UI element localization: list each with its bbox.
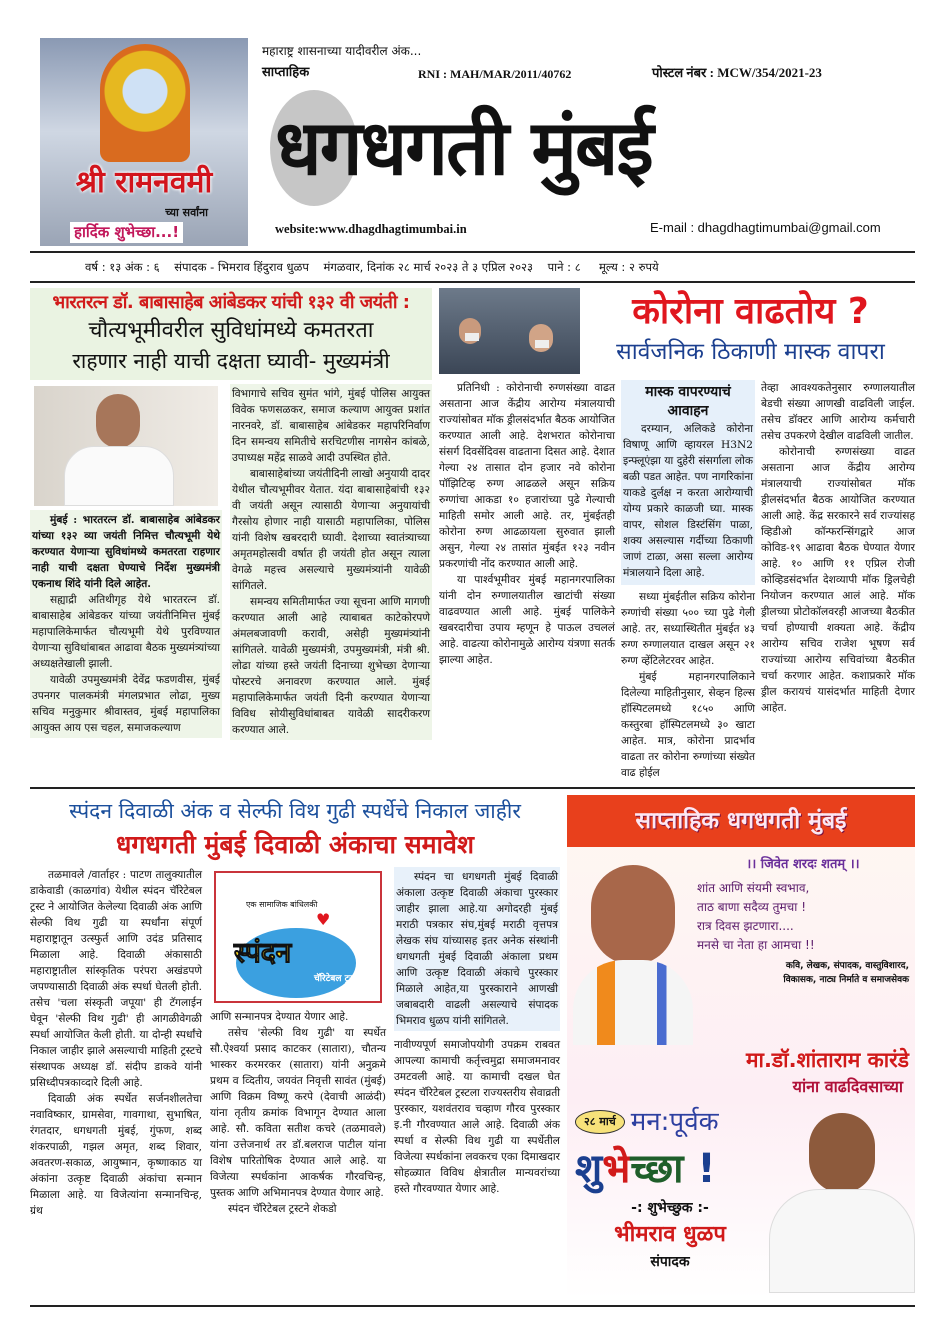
ad-banner: [567, 795, 915, 847]
ambedkar-kicker: भारतरत्न डॉ. बाबासाहेब आंबेडकर यांची १३२ वी जयंती :: [52, 292, 410, 313]
spandan-highlight-box: [394, 867, 560, 1031]
manapurvak-text: मन:पूर्वक: [630, 1107, 719, 1137]
deity-figure: [100, 44, 190, 162]
corona-column-1: [439, 380, 615, 668]
wisher-name: भीमराव धुळप: [614, 1222, 726, 1247]
spandan-headline: स्पंदन दिवाळी अंक व सेल्फी विथ गुढी स्पर्धेचे निकाल जाहीर: [69, 799, 521, 823]
page-header: [0, 0, 945, 284]
paragraph: मुंबई : भारतरत्न डॉ. बाबासाहेब आंबेडकर यांच्या १३२ व्या जयंती निमित्त चौत्यभूमी येथे करण्यात येणाऱ्या सुविधांमध्ये कमतरता राहणार नाही याची दक्षता घेण्याचे निर्देश मुख्यमंत्री एकनाथ शिंदे यांनी दिले आहेत.: [32, 514, 220, 590]
newspaper-logo: धगधगती मुंबई: [275, 103, 652, 192]
paragraph: सध्या मुंबईतील सक्रिय कोरोना रुग्णांची संख्या ५०० च्या पुढे गेली आहे. तर, सध्यास्थितीत मुंबईत ४३ रुग्ण रुग्णालयात दाखल असून २१ रुग्ण व्हेंटिलेटरवर आहेत.: [621, 591, 755, 667]
logo-arc-text: एक सामाजिक बांधिलकी: [246, 900, 318, 909]
ramnavami-greeting-image: [40, 38, 248, 246]
masked-crowd-photo: [439, 288, 580, 374]
postal-number: पोस्टल नंबर : MCW/354/2021-23: [652, 65, 822, 80]
poem-line: शांत आणि संयमी स्वभाव,: [697, 881, 810, 895]
honoree-name: मा.डॉ.शांताराम कारंडे: [745, 1048, 909, 1072]
spandan-subheadline: धगधगती मुंबई दिवाळी अंकाचा समावेश: [116, 830, 474, 859]
ad-poem: [697, 879, 909, 955]
corona-article: [439, 288, 915, 781]
paragraph: नावीण्यपूर्ण समाजोपयोगी उपक्रम राबवत आपल्या कामाची कर्तृत्त्वमुद्रा समाजमनावर उमटवली आहे. या कामाची दखल घेत स्पंदन चॅरिटेबल ट्रस्टला राज्यस्तरीय सेवाव्रती पुरस्कार, यशवंतराव चव्हाण गौरव पुरस्कार इ.नी गौरवण्यात आले आहे. दिवाळी अंक स्पर्धा व सेल्फी विथ गुढी या स्पर्धेतील विजेत्या स्पर्धकांना लवकरच एका दिमाखदार सोहळ्यात विविध क्षेत्रातील मान्यवरांच्या हस्ते गौरवण्यात येणार आहे.: [394, 1039, 560, 1195]
politician-photo: [573, 855, 693, 1045]
ambedkar-column-1: [30, 510, 222, 738]
shubhechha-part: च्छा: [630, 1146, 684, 1192]
logo-sub: चॅरिटेबल ट्रस्ट: [314, 974, 358, 984]
editor-photo: [769, 1103, 915, 1293]
wisher-label: -: शुभेच्छुक :-: [631, 1200, 709, 1216]
issue-info-line: वर्ष : १३ अंक : ६ संपादक - भिमराव हिंदुराव धुळप मंगळवार, दिनांक २८ मार्च २०२३ ते ३ एप्रिल २०२३ पाने : ८ मूल्य : २ रुपये: [85, 260, 659, 274]
paragraph: मुंबई महानगरपालिकाने दिलेल्या माहितीनुसार, सेव्हन हिल्स हॉस्पिटलमध्ये १८५० आणि कस्तुरबा हॉस्पिटलमध्ये ३० खाटा आहेत. मात्र, कोरोना प्रादर्भाव वाढता तर कोरोना रुग्णांच्या संख्येत वाढ होईल: [621, 671, 755, 779]
birthday-advertisement: [567, 795, 915, 1299]
logo-name: स्पंदन: [234, 936, 292, 969]
shubhechha-part: शु: [575, 1146, 603, 1192]
spandan-article: [30, 795, 560, 1219]
paragraph: स्पंदन चॅरिटेबल ट्रस्टने शेकडो: [228, 1203, 337, 1215]
ad-banner-title: साप्ताहिक धगधगती मुंबई: [635, 808, 847, 834]
ad-motto: ।। जिवेत शरदः शतम् ।।: [746, 857, 860, 872]
ramnavami-sub: च्या सर्वांना: [165, 206, 208, 219]
mask-appeal-title: मास्क वापरण्याचं आवाहन: [645, 384, 731, 419]
date-badge: २८ मार्च: [575, 1110, 625, 1134]
paragraph: प्रतिनिधी : कोरोनाची रुग्णसंख्या वाढत असताना आज केंद्रीय आरोग्य मंत्रालयाची राज्यांसोबत मॉक ड्रीलसंदर्भात बैठक आयोजित करण्यात आली आहे. देशभरात कोरोनाचा संसर्ग दिवसेंदिवस वाढताना दिसत आहे. देशात गेल्या २४ तासात दोन हजार नवे कोरोना पॉझिटिव्ह रुग्ण आढळले असून सक्रिय रुग्णांचा आकडा १० हजारांच्या पुढे गेल्याची माहिती समोर आली आहे. तर, मुंबईतही कोरोना रुग्ण आढळायला सुरुवात झाली असुन, गेल्या २४ तासांत मुंबईत १२३ नवीन प्रकरणांची नोंद करण्यात आली आहे.: [439, 382, 616, 570]
paragraph: तेव्हा आवश्यकतेनुसार रुग्णालयातील बेडची संख्या आणखी वाढविली जाईल. तसेच डॉक्टर आणि आरोग्य कर्मचारी तसेच उपकरणे देखील वाढविली जातील.: [761, 382, 915, 442]
paragraph: विभागाचे सचिव सुमंत भांगे, मुंबई पोलिस आयुक्त विवेक फणसळकर, समाज कल्याण आयुक्त प्रशांत नारनवरे, डॉ. बाबासाहेब आंबेडकर महापरिनिर्वाण दिन समन्वय समितीचे सरचिटणीस नागसेन कांबळे, उपाध्यक्ष महेंद्र साळवे आदी उपस्थित होते.: [232, 388, 430, 464]
weekly-label: साप्ताहिक: [262, 65, 310, 80]
mask-appeal-text: [623, 421, 753, 581]
paragraph: सह्याद्री अतिथीगृह येथे भारतरत्न डॉ. बाबासाहेब आंबेडकर यांच्या जयंतीनिमित्त मुंबई महापालिकेमार्फत चौत्यभूमी येथे पुरविण्यात येणाऱ्या सुविधांबाबत आढावा बैठक मुख्यमंत्र्यांच्या अध्यक्षतेखाली झाली.: [32, 594, 220, 670]
poem-line: रात्र दिवस झटणारा....: [697, 919, 794, 933]
shubhechha-part: भे: [602, 1146, 631, 1192]
corona-column-3: [761, 380, 915, 716]
ambedkar-article: [30, 288, 432, 740]
paragraph: दिवाळी अंक स्पर्धेत सर्जनशीलतेचा नवाविष्कार, ग्रामसेवा, गावगाथा, सुभाषित, रंगतदार, धगधगती मुंबई, गुंफण, शब्द शंकरपाळी, गझल अमृत, शब्द शिवार, अवतरण-सकाळ, आयुष्मान, कृष्णाकाठ या अंकांना उत्कृष्ट दिवाळी अंकांचा सन्मान मिळाला आहे. या विजेत्यांना सन्मानचिन्ह, ग्रंथ: [30, 1093, 202, 1217]
ad-roles-2: विकासक, नाट्य निर्माते व समाजसेवक: [783, 975, 909, 985]
corona-headline: कोरोना वाढतोय ?: [632, 291, 869, 332]
mask-appeal-box: [621, 380, 755, 585]
paragraph: बाबासाहेबांच्या जयंतीदिनी लाखो अनुयायी दादर येथील चौत्यभूमीवर येतात. यंदा बाबासाहेबांची १३२ वी जयंती असून त्यासाठी येणाऱ्या अनुयायांची गैरसोय होणार नाही यासाठी महापालिका, पोलिस यांनी विशेष खबरदारी घ्यावी. देशाच्या स्वातंत्र्याच्या अमृतमहोत्सवी वर्षात ही जयंती होत असून त्याला वेगळे महत्त्व असल्याचे मुख्यमंत्र्यांनी यावेळी सांगितले.: [232, 468, 430, 592]
ramnavami-title: श्री रामनवमी: [75, 165, 213, 200]
paragraph: तळमावले /वार्ताहर : पाटण तालुक्यातील डाकेवाडी (काळगांव) येथील स्पंदन चॅरिटेबल ट्रस्ट ने आयोजित केलेल्या दिवाळी अंक आणि सेल्फी विथ गुढी या स्पर्धांना संपूर्ण महाराष्ट्रातून उत्स्फुर्त आणि उदंड प्रतिसाद मिळाला आहे. दिवाळी अंकासाठी महाराष्ट्रातील सांस्कृतिक परंपरा अखंडपणे जपण्यासाठी दिवाळी अंक स्पर्धा घेतली होती. तसेच 'चला संस्कृती जपूया' ही टॅगलाईन घेवून 'सेल्फी विथ गुढी' ही आगळीवेगळी स्पर्धा आयोजित केली होती. या दोन्ही स्पर्धांचे निकाल जाहीर झाले असल्याची माहिती ट्रस्टचे संस्थापक अध्यक्ष डॉ. संदीप डाकवे यांनी प्रसिध्दीपत्रकाव्दारे दिली आहे.: [30, 869, 202, 1089]
bottom-news-section: [30, 795, 915, 1299]
spandan-column-3: [394, 1037, 560, 1197]
divider: [30, 281, 915, 283]
paragraph: समन्वय समितीमार्फत ज्या सूचना आणि मागणी करण्यात आली आहे त्याबाबत काटेकोरपणे अंमलबजावणी करावी, असेही मुख्यमंत्र्यांनी सांगितले. यावेळी मुख्यमंत्री, उपमुख्यमंत्री, मंत्री श्री. लोढा यांच्या हस्ते जयंती दिनाच्या शुभेच्छा देणाऱ्या पोस्टरचे अनावरण करण्यात आले. मुंबई महापालिकेमार्फत जयंती दिनी करण्यात येणाऱ्या विविध सोयीसुविधांबाबत यावेळी सादरीकरण करण्यात आले.: [232, 596, 430, 736]
divider: [30, 251, 915, 253]
shubhechha-text: [575, 1141, 765, 1197]
website-link[interactable]: website:www.dhagdhagtimumbai.in: [275, 222, 467, 236]
paragraph: कोरोनाची रुग्णसंख्या वाढत असताना आज केंद्रीय आरोग्य मंत्रालयाची राज्यांसोबत मॉक ड्रीलसंदर्भात बैठक आयोजित करण्यात आली आहे. केंद्र सरकारने सर्व राज्यांसह व्हिडीओ कॉन्फरन्सिंगद्वारे आज कोविड-१९ आढावा बैठक घेण्यात येणार आहे. १० आणि ११ एप्रिल रोजी कोव्हिडसंदर्भात देशव्यापी मॉक ड्रिलचेही नियोजन करण्यात आलं आहे. मॉक ड्रीलच्या प्रोटोकॉलवरही आजच्या बैठकीत चर्चा होण्याची शक्यता आहे. केंद्रीय आरोग्य सचिव राजेश भूषण सर्व राज्यांच्या आरोग्य सचिवांच्या बैठकीत चर्चा करणार आहेत. कशाप्रकारे मॉक ड्रील करायचं यासंदर्भात माहिती देणार आहेत.: [761, 446, 915, 714]
corona-column-2: [621, 589, 755, 781]
ambedkar-headline-block: [30, 288, 432, 380]
paragraph: या पार्श्वभूमीवर मुंबई महानगरपालिका यांनी दोन रुग्णालयातील खाटांची संख्या वाढवण्यात आली आहे. मुंबई पालिकेने खबरदारीचा उपाय म्हणून हे पाऊल उचललं आहे. वाढत्या कोरोनामुळे आरोग्य यंत्रणा सतर्क झाल्या आहेत.: [439, 574, 615, 666]
masthead-tagline: महाराष्ट्र शासनाच्या यादीवरील अंक...: [262, 44, 422, 58]
ambedkar-headline-2: राहणार नाही याची दक्षता घ्यावी- मुख्यमंत्री: [72, 349, 390, 373]
email-link[interactable]: E-mail : dhagdhagtimumbai@gmail.com: [650, 220, 881, 235]
paragraph: यावेळी उपमुख्यमंत्री देवेंद्र फडणवीस, मुंबई उपनगर पालकमंत्री मंगलप्रभात लोढा, मुख्य सचिव मनुकुमार श्रीवास्तव, मुंबई महापालिका आयुक्त आय एस चहल, समाजकल्याण: [32, 674, 220, 734]
spandan-column-2: [210, 1009, 386, 1217]
spandan-trust-logo: [214, 871, 382, 1003]
birthday-text: यांना वाढदिवसाच्या: [792, 1077, 903, 1096]
divider: [30, 1305, 915, 1307]
poem-line: ताठ बाणा सदैव्य तुमचा !: [697, 900, 807, 914]
rni-number: RNI : MAH/MAR/2011/40762: [418, 67, 572, 81]
paragraph: स्पंदन चा धगधगती मुंबई दिवाळी अंकाला उत्कृष्ट दिवाळी अंकाचा पुरस्कार जाहीर झाला आहे.या अगोदरही मुंबई मराठी पत्रकार संघ,मुंबई मराठी वृत्तपत्र लेखक संघ यांच्यासह इतर अनेक संस्थांनी धगधगती मुंबई दिवाळी अंकाला प्रथम आणि उत्कृष्ट दिवाळी अंकाचे पुरस्कार मिळाले आहेत,या पुरस्काराने आणखी जबाबदारी वाढली असल्याचे संपादक भिमराव धुळप यांनी सांगितले.: [396, 871, 558, 1027]
divider: [30, 787, 915, 789]
ambedkar-headline: चौत्यभूमीवरील सुविधांमध्ये कमतरता: [88, 318, 374, 343]
ramnavami-wish: हार्दिक शुभेच्छा...!: [70, 222, 183, 243]
top-news-section: [30, 288, 915, 781]
paragraph: दरम्यान, अलिकडे कोरोना विषाणू आणि व्हायरल H3N2 इन्फ्लूएंझा या दुहेरी संसर्गाला लोक बळी पडत आहेत. पण नागरिकांना याकडे दुर्लक्ष न करता आरोग्याची योग्य प्रकारे काळजी घ्या. मास्क वापर, सोशल डिस्टंसिंग पाळा, शक्य असल्यास गर्दीच्या ठिकाणी जाणं टाळा, असा सल्ला आरोग्य मंत्रालयाने दिला आहे.: [623, 423, 753, 579]
chief-minister-photo: [34, 386, 218, 506]
paragraph: आणि सन्मानपत्र देण्यात येणार आहे.: [210, 1011, 349, 1023]
shubhechha-part: !: [683, 1146, 716, 1192]
wisher-role: संपादक: [650, 1254, 690, 1270]
poem-line: मनसे चा नेता हा आमचा !!: [697, 938, 815, 952]
spandan-column-1: [30, 867, 202, 1219]
ad-roles: कवि, लेखक, संपादक, वास्तुविशारद,: [785, 961, 909, 971]
ambedkar-column-2: [230, 384, 432, 740]
corona-subheadline: सार्वजनिक ठिकाणी मास्क वापरा: [616, 339, 885, 365]
heart-icon: ♥: [316, 910, 331, 929]
paragraph: तसेच 'सेल्फी विथ गुढी' या स्पर्धेत सौ.ऐश्वर्या प्रसाद काटकर (सातारा), चौतन्य भास्कर करमरकर (सातारा) यांनी अनुक्रमे प्रथम व व्दितीय, जयवंत निवृत्ती सावंत (मुंबई) आणि विक्रम विष्णू करपे (देवाची आळंदी) यांना तृतीय क्रमांक विभागून देण्यात आला आहे. सौ. कविता सतीश कचरे (तळमावले) यांना उत्तेजनार्थ तर डॉ.बलराज पाटील यांना विशेष पारितोषिक देण्यात आले आहे. या विजेत्या स्पर्धकांना आकर्षक गौरवचिन्ह, पुस्तक आणि अभिमानपत्र देण्यात येणार आहे.: [210, 1027, 386, 1199]
